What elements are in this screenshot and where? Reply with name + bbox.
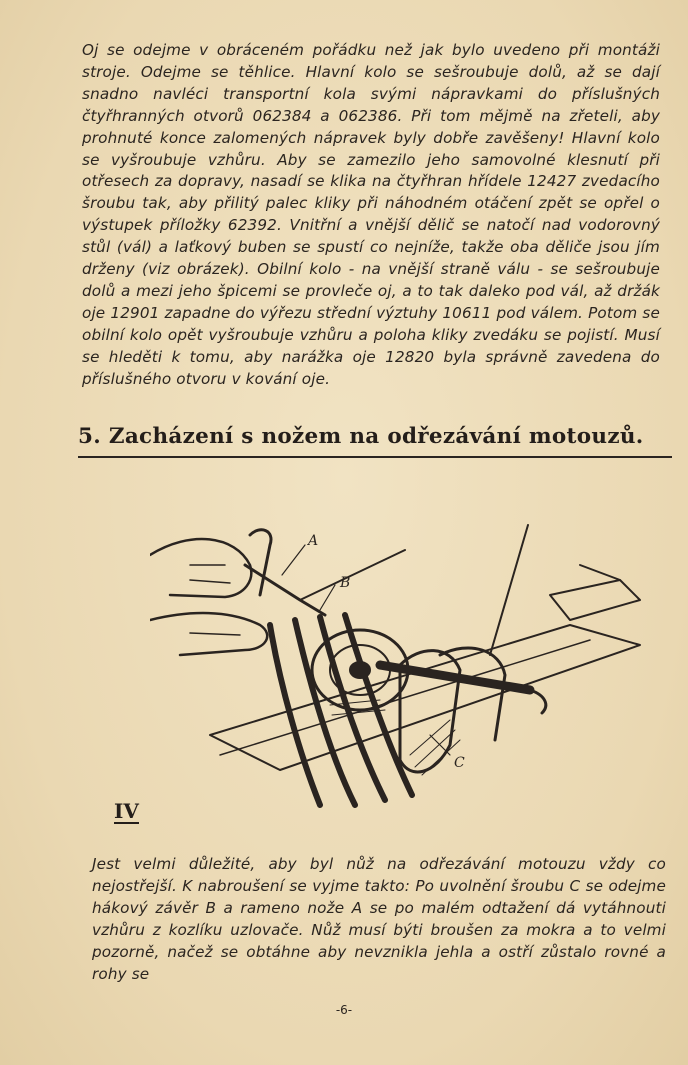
paragraph-top: Oj se odejme v obráceném pořádku než jak bylo uvedeno při montáži stroje. Odejme se těhlice. Hlavní kolo se sešroubuje dolů, až se dají snadno navléci transportní kola svými nápravkami do příslušných čtyřhranných otvorů 062384 a 062386. Při tom mějmě na zřeteli, aby prohnuté konce zalomených nápravek byly dobře zavěšeny! Hlavní kolo se vyšroubuje vzhůru. Aby se zamezilo jeho samovolné klesnutí při otřesech za dopravy, nasadí se klika na čtyřhran hřídele 12427 zvedacího šroubu tak, aby přilitý palec kliky při náhodném otáčení zpět se opřel o výstupek příložky 62392. Vnitřní a vnější dělič se natočí nad vodorovný stůl (vál) a laťkový buben se spustí co nejníže, takže oba děliče jsou jím drženy (viz obrázek). Obilní kolo - na vnější straně válu - se sešroubuje dolů a mezi jeho špicemi se provleče oj, a to tak daleko pod vál, až držák oje 12901 zapadne do výřezu střední výztuhy 10611 pod válem. Potom se obilní kolo opět vyšroubuje vzhůru a poloha kliky zvedáku se pojistí. Musí se hleděti k tomu, aby narážka oje 12820 byla správně zavedena do příslušného otvoru v kování oje. xyxy=(82,41,660,388)
figure-label-a: A xyxy=(308,533,319,549)
heading-underline xyxy=(78,456,672,458)
figure-number: IV xyxy=(114,799,139,823)
figure-label-b: B xyxy=(340,575,351,591)
figure-label-c: C xyxy=(454,755,465,771)
section-heading: 5. Zacházení s nožem na odřezávání motouzů. xyxy=(78,424,644,449)
paragraph-bottom: Jest velmi důležité, aby byl nůž na odřezávání motouzu vždy co nejostřejší. K nabroušení se vyjme takto: Po uvolnění šroubu C se odejme hákový závěr B a rameno nože A se po malém odtažení dá vytáhnouti vzhůru z kozlíku uzlovače. Nůž musí býti broušen za mokra a to velmi pozorně, načež se obtáhne aby nevznikla jehla a ostří zůstalo rovné a rohy se xyxy=(92,855,666,983)
page-number: -6- xyxy=(335,1003,353,1017)
knotter-knife-illustration xyxy=(150,505,670,825)
